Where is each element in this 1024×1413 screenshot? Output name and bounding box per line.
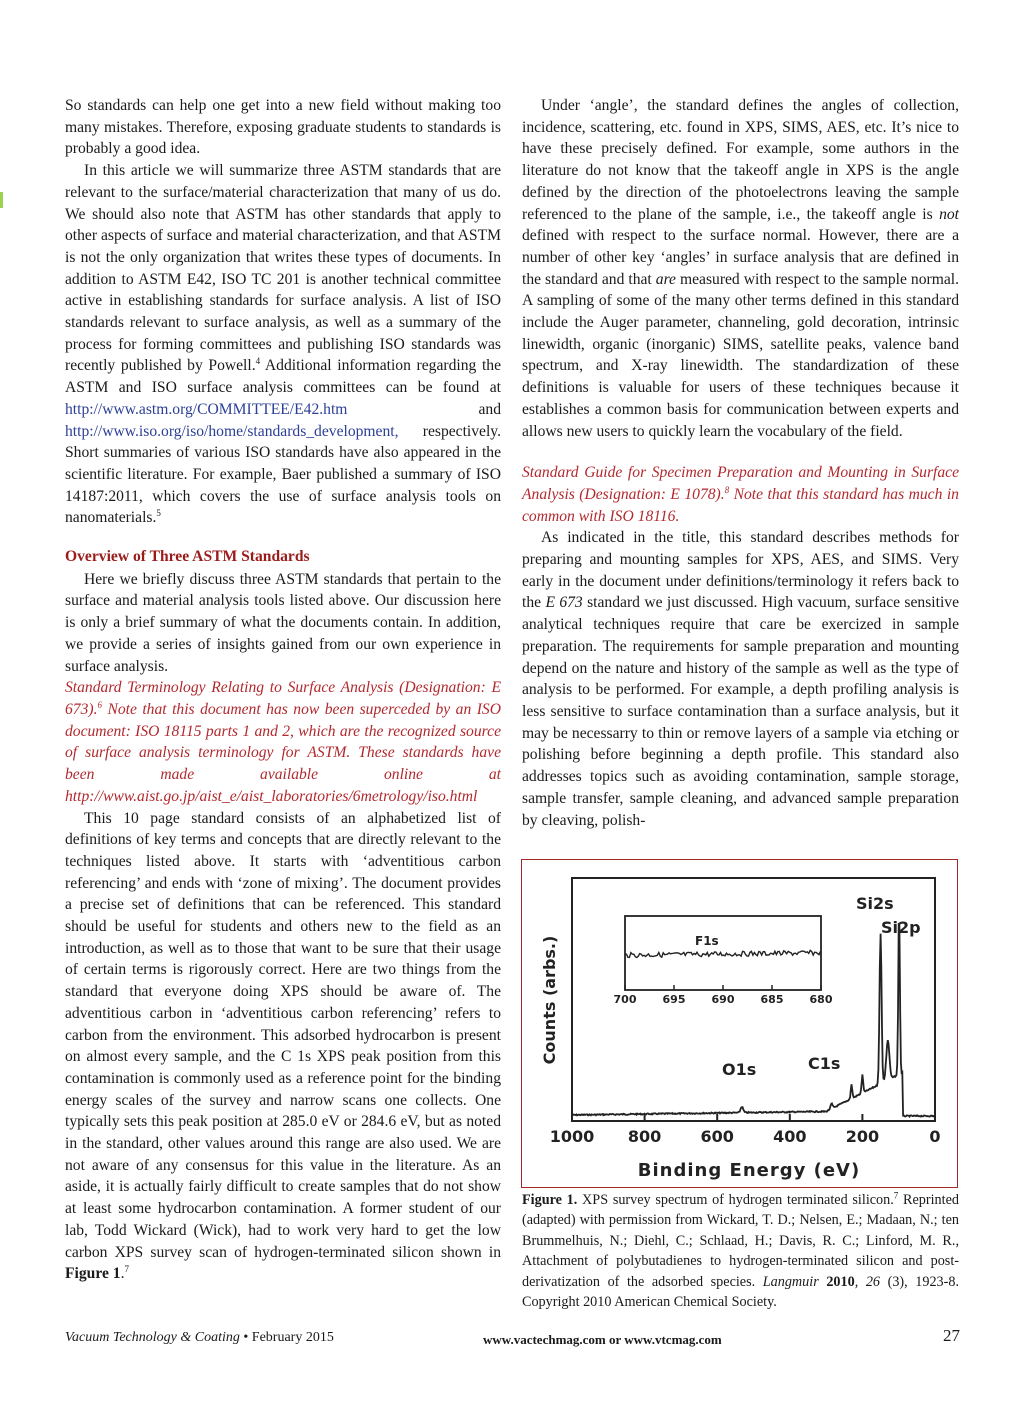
paragraph: This 10 page standard consists of an alphabetized list of definitions of key terms and concepts that are directly relevant to the techniques listed above. It starts with ‘adventitious carbon referencing’ and ends with ‘zone of mixing’. The document provides a precise set of definitions that can be referenced. This standard should be useful for students and others new to the field as an introduction, as well as to those that want to be sure that their usage of certain terms is rigorously correct. Here are two things from the standard that everyone doing XPS should be aware of. The adventitious carbon in ‘adventitious carbon referencing’ refers to carbon from the environment. This adsorbed hydrocarbon is present on almost every sample, and the C 1s XPS peak position from this contamination is commonly used as a reference point for the binding energy scales of the survey and narrow scans one collects. One typically sets this peak position at 285.0 eV or 284.6 eV, but as noted in the standard, other values around this range are also used. We are not aware of any consensus for this value in the literature. As an aside, it is actually fairly difficult to create samples that do not show at least some hydrocarbon contamination. A former student of our lab, Todd Wickard (Wick), had to work very hard to get the low carbon XPS survey scan of hydrogen-terminated silicon shown in Figure 1.$^7$	[65, 809, 501, 1283]
y-axis-label: Counts (arbs.)	[540, 935, 559, 1065]
inset-tick-label: 695	[662, 993, 686, 1006]
margin-mark	[0, 192, 3, 208]
inset-tick-label: 700	[613, 993, 637, 1006]
paragraph: In this article we will summarize three ASTM standards that are relevant to the surface/material characterization that many of us do. We should also note that ASTM has other standards that apply to other aspects of surface and material characterization, and that ASTM is not the only organization that writes these types of documents. In addition to ASTM E42, ISO TC 201 is another technical committee active in establishing standards for surface analysis. A list of ISO standards relevant to surface analysis, as well as a summary of the process for forming committees and publishing ISO standards was recently published by Powell.$^4$ Additional information regarding the ASTM and ISO surface analysis committees can be found at http://www.astm.org/COMMITTEE/E42.htm and http://www.iso.org/iso/home/standards_development, respectively. Short summaries of various ISO standards have also appeared in the scientific literature. For example, Baer published a summary of ISO 14187:2011, which covers the use of surface analysis tools on nanomaterials.$^5$	[65, 162, 501, 527]
right-column	[522, 95, 959, 831]
iso-link[interactable]: http://www.iso.org/iso/home/standards_development,	[65, 422, 399, 440]
footer-website[interactable]: www.vactechmag.com or www.vtcmag.com	[483, 1332, 722, 1347]
x-tick-label: 200	[845, 1127, 880, 1146]
standard-title: Standard Terminology Relating to Surface Analysis (Designation: E 673).$^6$ Note that this document has now been superceded by an ISO document: ISO 18115 parts 1 and 2, which are the recognized source of surface analysis terminology for ASTM. These standards have been made available online at http://www.aist.go.jp/aist_e/aist_laboratories/6metrology/iso.html	[65, 679, 501, 805]
figure-caption: Figure 1. XPS survey spectrum of hydrogen terminated silicon.$^7$ Reprinted (adapted) with permission from Wickard, T. D.; Nelsen, E.; Madaan, N.; ten Brummelhuis, N.; Diehl, C.; Schlaad, H.; Davis, R. C.; Linford, M. R., Attachment of polybutadienes to hydrogen-terminated silicon and post-derivatization of the adsorbed species. Langmuir 2010, 26 (3), 1923-8. Copyright 2010 American Chemical Society.	[522, 1190, 959, 1311]
x-ticks	[550, 1114, 941, 1146]
figure-1	[521, 859, 958, 1188]
peak-label-si2s: Si2s	[856, 894, 894, 913]
peak-label-c1s: C1s	[808, 1054, 841, 1073]
paragraph: Here we briefly discuss three ASTM standards that pertain to the surface and material analysis tools listed above. Our discussion here is only a brief summary of what the documents contain. In addition, we provide a series of insights gained from our own experience in surface analysis.	[65, 570, 501, 675]
x-tick-label: 400	[773, 1127, 807, 1146]
left-column	[65, 95, 501, 1285]
x-axis-label: Binding Energy (eV)	[637, 1160, 861, 1181]
figure-reference[interactable]: Figure 1	[65, 1265, 121, 1283]
x-tick-label: 600	[700, 1127, 734, 1146]
paragraph: Under ‘angle’, the standard defines the angles of collection, incidence, scattering, etc. found in XPS, SIMS, AES, etc. It’s nice to have these precisely defined. For example, some authors in the literature do not know that the takeoff angle in XPS is the angle defined by the direction of the photoelectrons leaving the sample referenced to the plane of the sample, i.e., the takeoff angle is not defined with respect to the surface normal. However, there are a number of other key ‘angles’ in surface analysis that are defined in the standard and that are measured with respect to the sample normal. A sampling of some of the many other terms defined in this standard include the Auger parameter, channeling, gold decoration, intrinsic linewidth, organic (inorganic) SIMS, satellite peaks, valence band spectrum, and X-ray linewidth. The standardization of these definitions is valuable for users of these techniques because it establishes a common basis for communication between experts and allows new users to quickly learn the vocabulary of the field.	[522, 97, 959, 440]
x-tick-label: 1000	[549, 1127, 595, 1146]
paragraph: So standards can help one get into a new field without making too many mistakes. Therefore, exposing graduate students to standards is probably a good idea.	[65, 97, 501, 158]
section-heading: Overview of Three ASTM Standards	[65, 548, 310, 566]
x-tick-label: 0	[929, 1127, 941, 1146]
paragraph: As indicated in the title, this standard describes methods for preparing and mounting samples for XPS, AES, and SIMS. Very early in the document under definitions/terminology it refers back to the E 673 standard we just discussed. High vacuum, surface sensitive analytical techniques require that care be exercized in sample preparation. The requirements for sample preparation and mounting depend on the nature and history of the sample as well as the type of analysis to be performed. For example, a depth profiling analysis is less sensitive to surface contamination than a surface analysis, but it may be necessarry to thin or remove layers of a sample via etching or polishing before beginning a depth profile. This standard also addresses topics such as avoiding contamination, sample storage, sample transfer, sample cleaning, and advanced sample preparation by cleaving, polish-	[522, 529, 959, 829]
xps-chart	[522, 860, 959, 1189]
inset-tick-label: 685	[760, 993, 784, 1006]
astm-link[interactable]: http://www.astm.org/COMMITTEE/E42.htm	[65, 400, 348, 418]
standard-title: Standard Guide for Specimen Preparation and Mounting in Surface Analysis (Designation: E 1078).$^8$ Note that this standard has much in common with ISO 18116.	[522, 464, 959, 525]
inset-peak-label-f1s: F1s	[695, 934, 719, 948]
footer-journal: Vacuum Technology & Coating • February 2015	[65, 1330, 334, 1345]
peak-label-o1s: O1s	[722, 1060, 757, 1079]
x-tick-label: 800	[627, 1127, 662, 1146]
inset-tick-label: 690	[711, 993, 735, 1006]
peak-label-si2p: Si2p	[881, 918, 921, 937]
inset-tick-label: 680	[809, 993, 833, 1006]
page-number: 27	[943, 1326, 960, 1345]
